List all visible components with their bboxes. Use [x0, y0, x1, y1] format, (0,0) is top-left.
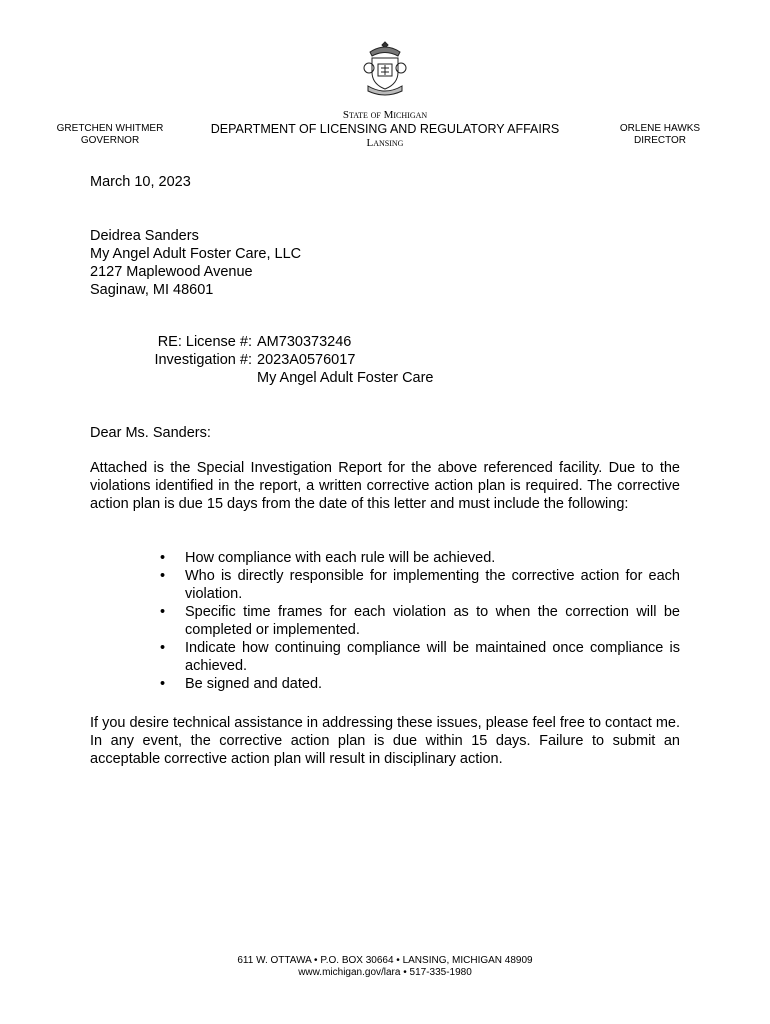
- facility-name: My Angel Adult Foster Care: [257, 370, 434, 386]
- department-name: DEPARTMENT OF LICENSING AND REGULATORY AFFAIRS: [210, 122, 560, 136]
- governor-title: GOVERNOR: [80, 135, 140, 146]
- license-label: RE: License #:: [157, 334, 252, 350]
- list-item: • Specific time frames for each violation as to when the correction will be completed or implemented.: [160, 604, 680, 638]
- investigation-label: Investigation #:: [154, 352, 252, 368]
- footer: [185, 955, 585, 979]
- recipient-company: My Angel Adult Foster Care, LLC: [90, 246, 302, 262]
- salutation: Dear Ms. Sanders:: [90, 425, 211, 441]
- reference-block: [90, 333, 434, 387]
- license-number: AM730373246: [257, 334, 352, 350]
- bullet-icon: •: [160, 604, 166, 620]
- director-block: [590, 123, 730, 147]
- bullet-icon: •: [160, 568, 166, 584]
- recipient-address: [90, 227, 680, 299]
- list-item: • How compliance with each rule will be achieved.: [160, 550, 496, 566]
- bullet-icon: •: [160, 676, 166, 692]
- director-title: DIRECTOR: [633, 135, 687, 146]
- list-item: • Be signed and dated.: [160, 676, 323, 692]
- letter-date: March 10, 2023: [90, 174, 191, 190]
- governor-block: [40, 123, 180, 147]
- footer-contact: www.michigan.gov/lara • 517-335-1980: [298, 967, 472, 978]
- investigation-number: 2023A0576017: [257, 352, 356, 368]
- governor-name: GRETCHEN WHITMER: [56, 123, 164, 134]
- footer-address: 611 W. OTTAWA • P.O. BOX 30664 • LANSING, MICHIGAN 48909: [237, 955, 533, 966]
- recipient-name: Deidrea Sanders: [90, 228, 199, 244]
- bullet-icon: •: [160, 640, 166, 656]
- city-name: Lansing: [366, 137, 404, 149]
- paragraph-intro: Attached is the Special Investigation Report for the above referenced facility. Due to the violations identified in the report, a written corrective action plan is required. The corrective action plan is due 15 days from the date of this letter and must include the following:: [90, 460, 680, 512]
- list-item: • Who is directly responsible for implementing the corrective action for each violation.: [160, 568, 680, 602]
- michigan-state-seal-icon: [360, 38, 410, 98]
- bullet-icon: •: [160, 550, 166, 566]
- recipient-street: 2127 Maplewood Avenue: [90, 264, 253, 280]
- recipient-city: Saginaw, MI 48601: [90, 282, 214, 298]
- list-item: • Indicate how continuing compliance will be maintained once compliance is achieved.: [160, 640, 680, 674]
- director-name: ORLENE HAWKS: [619, 123, 701, 134]
- paragraph-closing: If you desire technical assistance in addressing these issues, please feel free to contact me. In any event, the corrective action plan is due within 15 days. Failure to submit an acceptable corrective action plan will result in disciplinary action.: [90, 715, 680, 767]
- state-name: State of Michigan: [342, 109, 428, 121]
- requirements-list: [158, 549, 680, 693]
- department-block: [185, 109, 585, 150]
